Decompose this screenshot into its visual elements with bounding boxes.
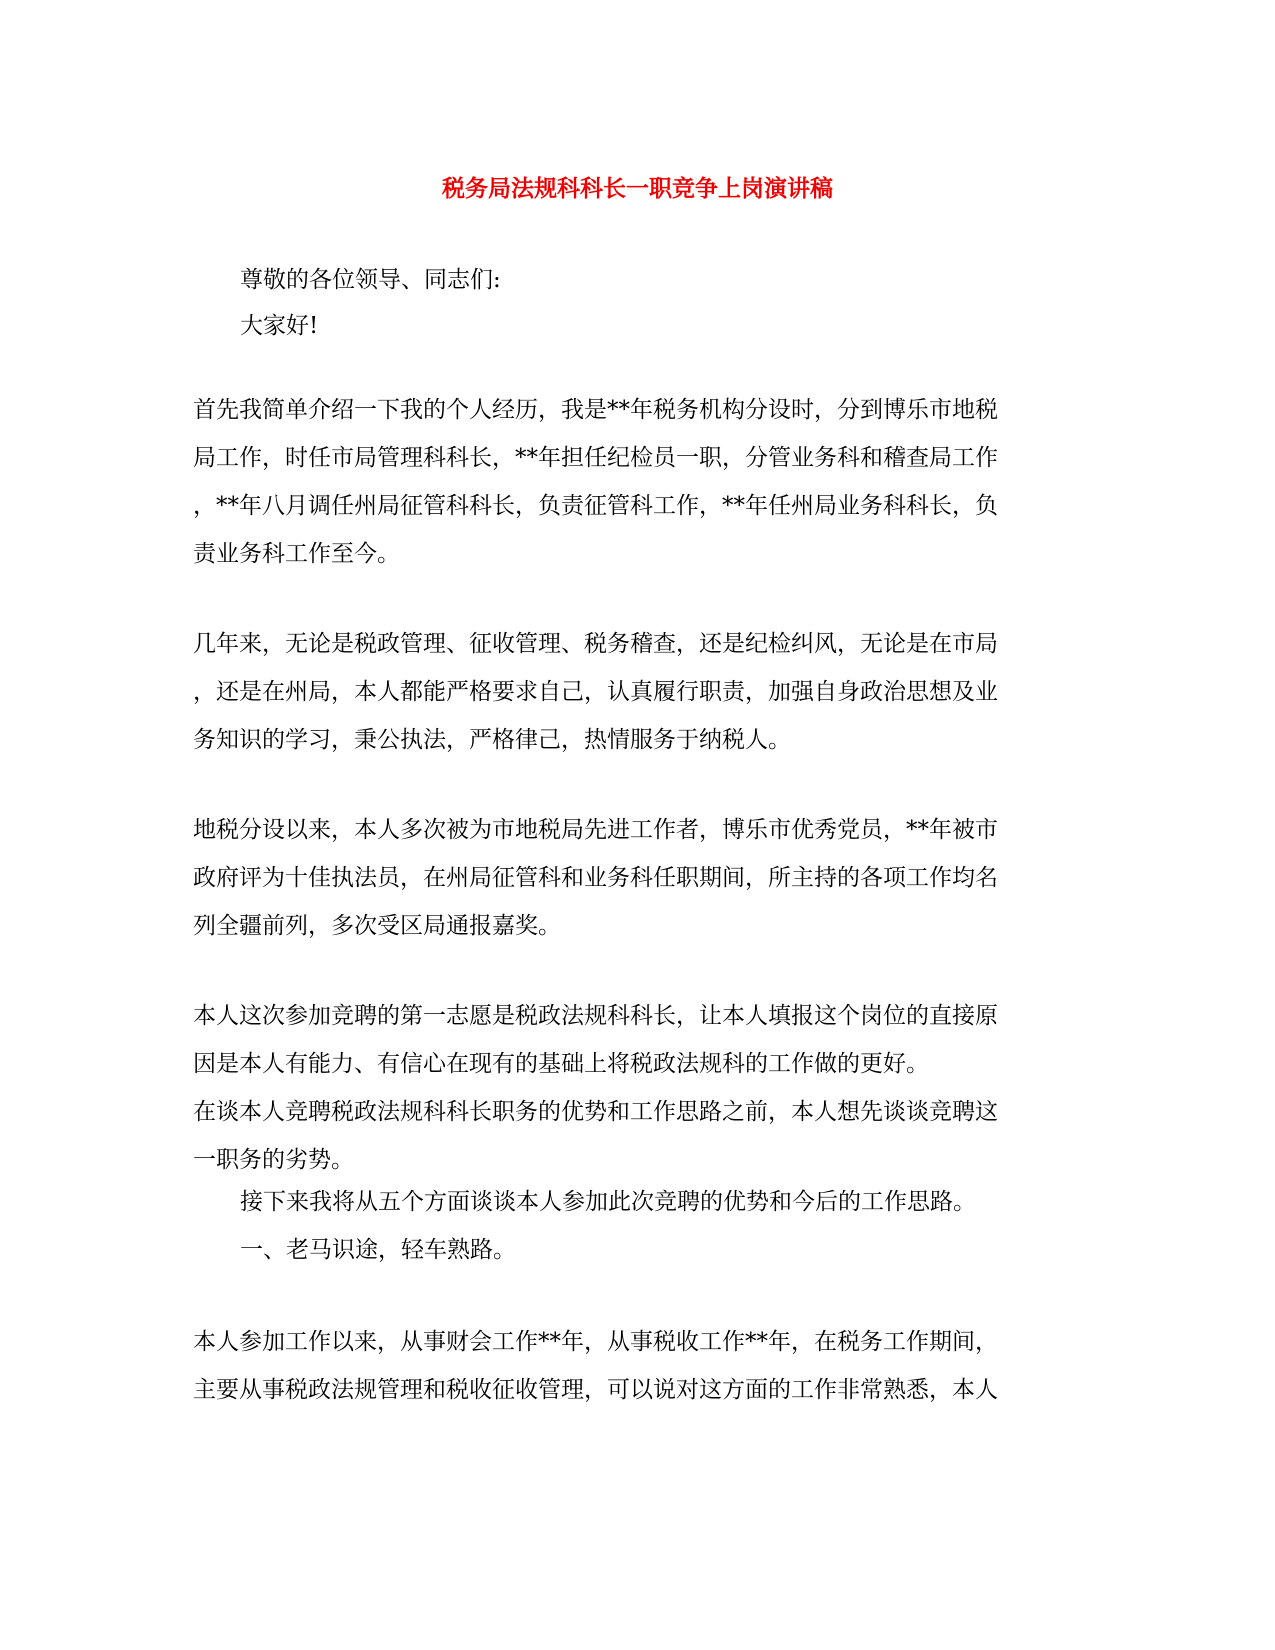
paragraph-line: 本人这次参加竞聘的第一志愿是税政法规科科长，让本人填报这个岗位的直接原 (193, 1003, 998, 1029)
paragraph-line: 在谈本人竞聘税政法规科科长职务的优势和工作思路之前，本人想先谈谈竞聘这 (193, 1099, 998, 1125)
section-heading-1: 一、老马识途，轻车熟路。 (240, 1237, 516, 1263)
paragraph-line: 一职务的劣势。 (193, 1147, 354, 1173)
paragraph-experience (193, 1318, 1073, 1414)
paragraph-line: 主要从事税政法规管理和税收征收管理，可以说对这方面的工作非常熟悉，本人 (193, 1377, 998, 1403)
paragraph-line: 局工作，时任市局管理科科长，**年担任纪检员一职，分管业务科和稽查局工作 (193, 445, 998, 471)
paragraph-honors (193, 806, 1073, 950)
paragraph-line: 本人参加工作以来，从事财会工作**年，从事税收工作**年，在税务工作期间， (193, 1329, 998, 1355)
paragraph-line: 政府评为十佳执法员，在州局征管科和业务科任职期间，所主持的各项工作均名 (193, 865, 998, 891)
paragraph-line: 责业务科工作至今。 (193, 541, 400, 567)
paragraph-line: ，**年八月调任州局征管科科长，负责征管科工作，**年任州局业务科科长，负 (193, 493, 998, 519)
paragraph-line: 几年来，无论是税政管理、征收管理、税务稽查，还是纪检纠风，无论是在市局 (193, 631, 998, 657)
paragraph-work-attitude (193, 620, 1073, 764)
greeting-line: 尊敬的各位领导、同志们: (240, 267, 501, 293)
hello-line: 大家好! (240, 313, 319, 339)
paragraph-line: 列全疆前列，多次受区局通报嘉奖。 (193, 913, 561, 939)
paragraph-line: ，还是在州局，本人都能严格要求自己，认真履行职责，加强自身政治思想及业 (193, 679, 998, 705)
paragraph-line: 因是本人有能力、有信心在现有的基础上将税政法规科的工作做的更好。 (193, 1051, 929, 1077)
paragraph-personal-history (193, 386, 1073, 578)
document-title: 税务局法规科科长一职竞争上岗演讲稿 (442, 175, 833, 202)
paragraph-line: 地税分设以来，本人多次被为市地税局先进工作者，博乐市优秀党员，**年被市 (193, 817, 998, 843)
intro-next-line: 接下来我将从五个方面谈谈本人参加此次竞聘的优势和今后的工作思路。 (240, 1189, 976, 1215)
paragraph-application-reason (193, 992, 1073, 1184)
paragraph-line: 务知识的学习，秉公执法，严格律己，热情服务于纳税人。 (193, 727, 791, 753)
paragraph-line: 首先我简单介绍一下我的个人经历，我是**年税务机构分设时，分到博乐市地税 (193, 397, 998, 423)
